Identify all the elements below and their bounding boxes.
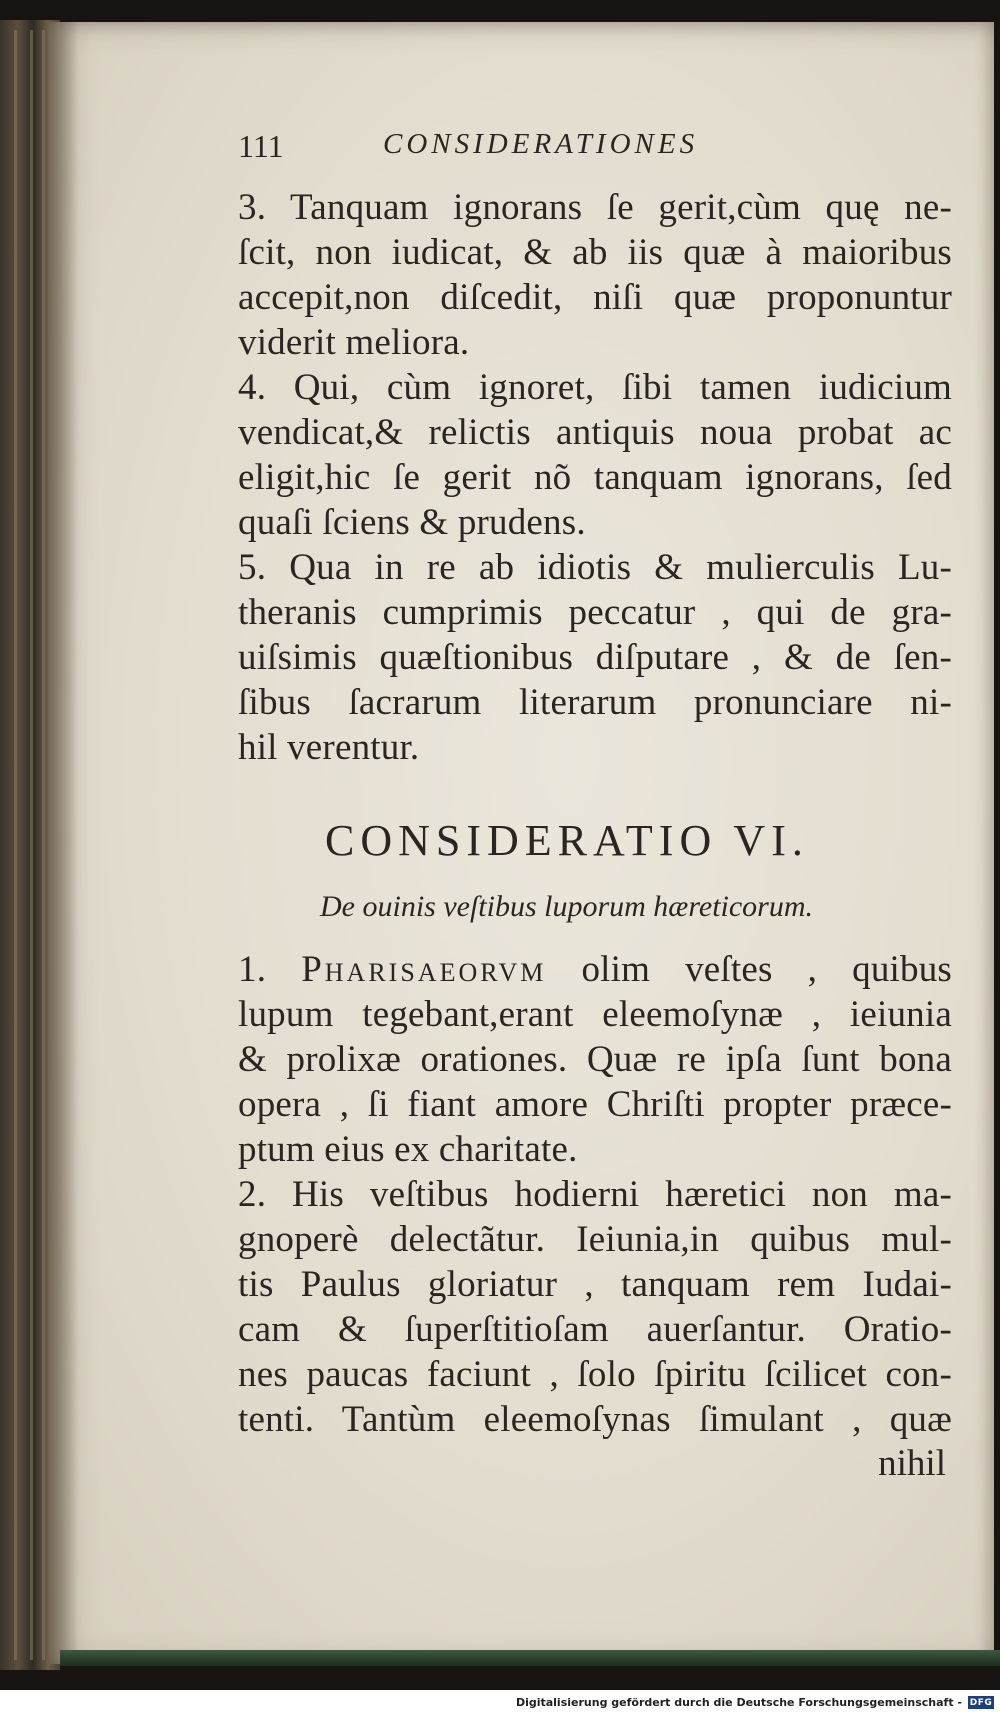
text-line: tenti. Tantùm eleemoſynas ſimulant , quæ bbox=[238, 1399, 952, 1440]
page-edge-line bbox=[30, 30, 33, 1660]
section-subtitle: De ouinis veſtibus luporum hæreticorum. bbox=[320, 890, 814, 923]
text-line: 5. Qua in re ab idiotis & mulierculis Lu- bbox=[238, 547, 952, 588]
text-line: quaſi ſciens & prudens. bbox=[238, 502, 586, 543]
text-line: cam & ſuperſtitioſam auerſantur. Oratio- bbox=[238, 1309, 952, 1350]
text-line: 4. Qui, cùm ignoret, ſibi tamen iudicium bbox=[238, 367, 952, 408]
text-line: hil verentur. bbox=[238, 727, 420, 768]
catchword: nihil bbox=[878, 1443, 946, 1484]
text-line: accepit,non diſcedit, niſi quæ proponuntur bbox=[238, 277, 952, 318]
text-line: ſcit, non iudicat, & ab iis quæ à maioribus bbox=[238, 232, 952, 273]
text-line: opera , ſi fiant amore Chriſti propter præce- bbox=[238, 1084, 952, 1125]
smallcaps-word: Pharisaeorvm bbox=[301, 949, 547, 990]
page-edge-line bbox=[14, 30, 17, 1660]
page-edge-line bbox=[42, 30, 45, 1660]
footer-credit: Digitalisierung gefördert durch die Deutsche Forschungsgemeinschaft - bbox=[515, 1696, 962, 1709]
text-line: vendicat,& relictis antiquis noua probat ac bbox=[238, 412, 952, 453]
text-line: viderit meliora. bbox=[238, 322, 470, 363]
paragraph-number: 1. bbox=[238, 949, 267, 990]
text-line: ſibus ſacrarum literarum pronunciare ni- bbox=[238, 682, 952, 723]
dfg-logo-icon: DFG bbox=[969, 1697, 993, 1708]
text-line: eligit,hic ſe gerit nõ tanquam ignorans, ſed bbox=[238, 457, 952, 498]
text-line-first bbox=[238, 948, 952, 991]
text-fragment: olim veſtes , quibus bbox=[581, 949, 953, 990]
running-head: CONSIDERATIONES bbox=[383, 128, 699, 160]
text-line: lupum tegebant,erant eleemoſynæ , ieiunia bbox=[238, 994, 952, 1035]
text-line: 2. His veſtibus hodierni hæretici non ma- bbox=[238, 1174, 952, 1215]
section-title: CONSIDERATIO VI. bbox=[325, 816, 809, 865]
gutter-shadow bbox=[48, 22, 78, 1664]
text-line: gnoperè delectãtur. Ieiunia,in quibus mul- bbox=[238, 1219, 952, 1260]
text-line: ptum eius ex charitate. bbox=[238, 1129, 578, 1170]
text-line: theranis cumprimis peccatur , qui de gra- bbox=[238, 592, 952, 633]
text-line: nes paucas faciunt , ſolo ſpiritu ſcilicet con- bbox=[238, 1354, 952, 1395]
text-line: tis Paulus gloriatur , tanquam rem Iudai- bbox=[238, 1264, 952, 1305]
page-number: 111 bbox=[238, 128, 284, 164]
digitization-footer bbox=[0, 1690, 1000, 1715]
text-line: 3. Tanquam ignorans ſe gerit,cùm quę ne- bbox=[238, 187, 952, 228]
page-bottom-edge bbox=[60, 1650, 1000, 1666]
text-line: uiſsimis quæſtionibus diſputare , & de ſen- bbox=[238, 637, 952, 678]
text-line: & prolixæ orationes. Quæ re ipſa ſunt bona bbox=[238, 1039, 952, 1080]
